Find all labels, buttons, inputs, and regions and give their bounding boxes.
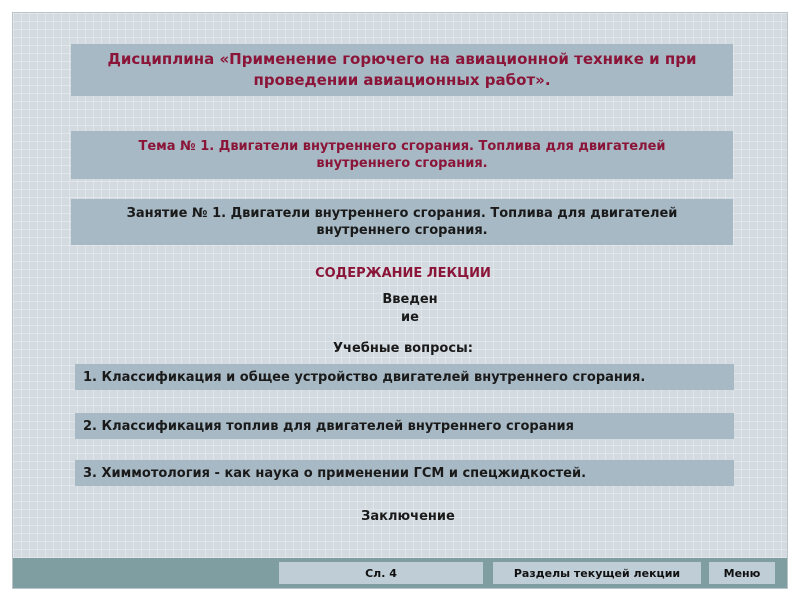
topic-title-text: Тема № 1. Двигатели внутреннего сгорания. Топлива для двигателей внутреннего сгорания. — [138, 139, 666, 171]
lecture-sections-label: Разделы текущей лекции — [513, 566, 681, 580]
lesson-title-text: Занятие № 1. Двигатели внутреннего сгорания. Топлива для двигателей внутреннего сгорания. — [126, 206, 678, 238]
slide-number-label: Сл. 4 — [365, 566, 397, 580]
question-3-link[interactable] — [75, 460, 734, 486]
topic-title — [71, 131, 733, 179]
contents-heading: СОДЕРЖАНИЕ ЛЕКЦИИ — [315, 266, 491, 281]
question-2-text: 2. Классификация топлив для двигателей внутреннего сгорания — [83, 418, 574, 434]
discipline-title — [71, 44, 733, 96]
introduction-link[interactable] — [375, 291, 445, 327]
discipline-title-text: Дисциплина «Применение горючего на авиационной технике и при проведении авиационных работ». — [107, 50, 697, 89]
lesson-title — [71, 199, 733, 245]
lecture-sections-button[interactable] — [493, 562, 701, 584]
navigation-bar — [13, 558, 787, 588]
menu-button[interactable] — [709, 562, 775, 584]
introduction-line2: ие — [401, 310, 419, 325]
question-2-link[interactable] — [75, 413, 734, 439]
introduction-line1: Введен — [382, 292, 438, 307]
question-1-link[interactable] — [75, 364, 734, 390]
menu-label: Меню — [723, 566, 761, 580]
questions-label: Учебные вопросы: — [333, 341, 473, 356]
slide-number-button[interactable] — [279, 562, 483, 584]
conclusion-link[interactable]: Заключение — [361, 509, 455, 524]
slide — [12, 12, 788, 589]
question-3-text: 3. Химмотология - как наука о применении ГСМ и спецжидкостей. — [83, 465, 587, 481]
question-1-text: 1. Классификация и общее устройство двигателей внутреннего сгорания. — [83, 369, 646, 385]
